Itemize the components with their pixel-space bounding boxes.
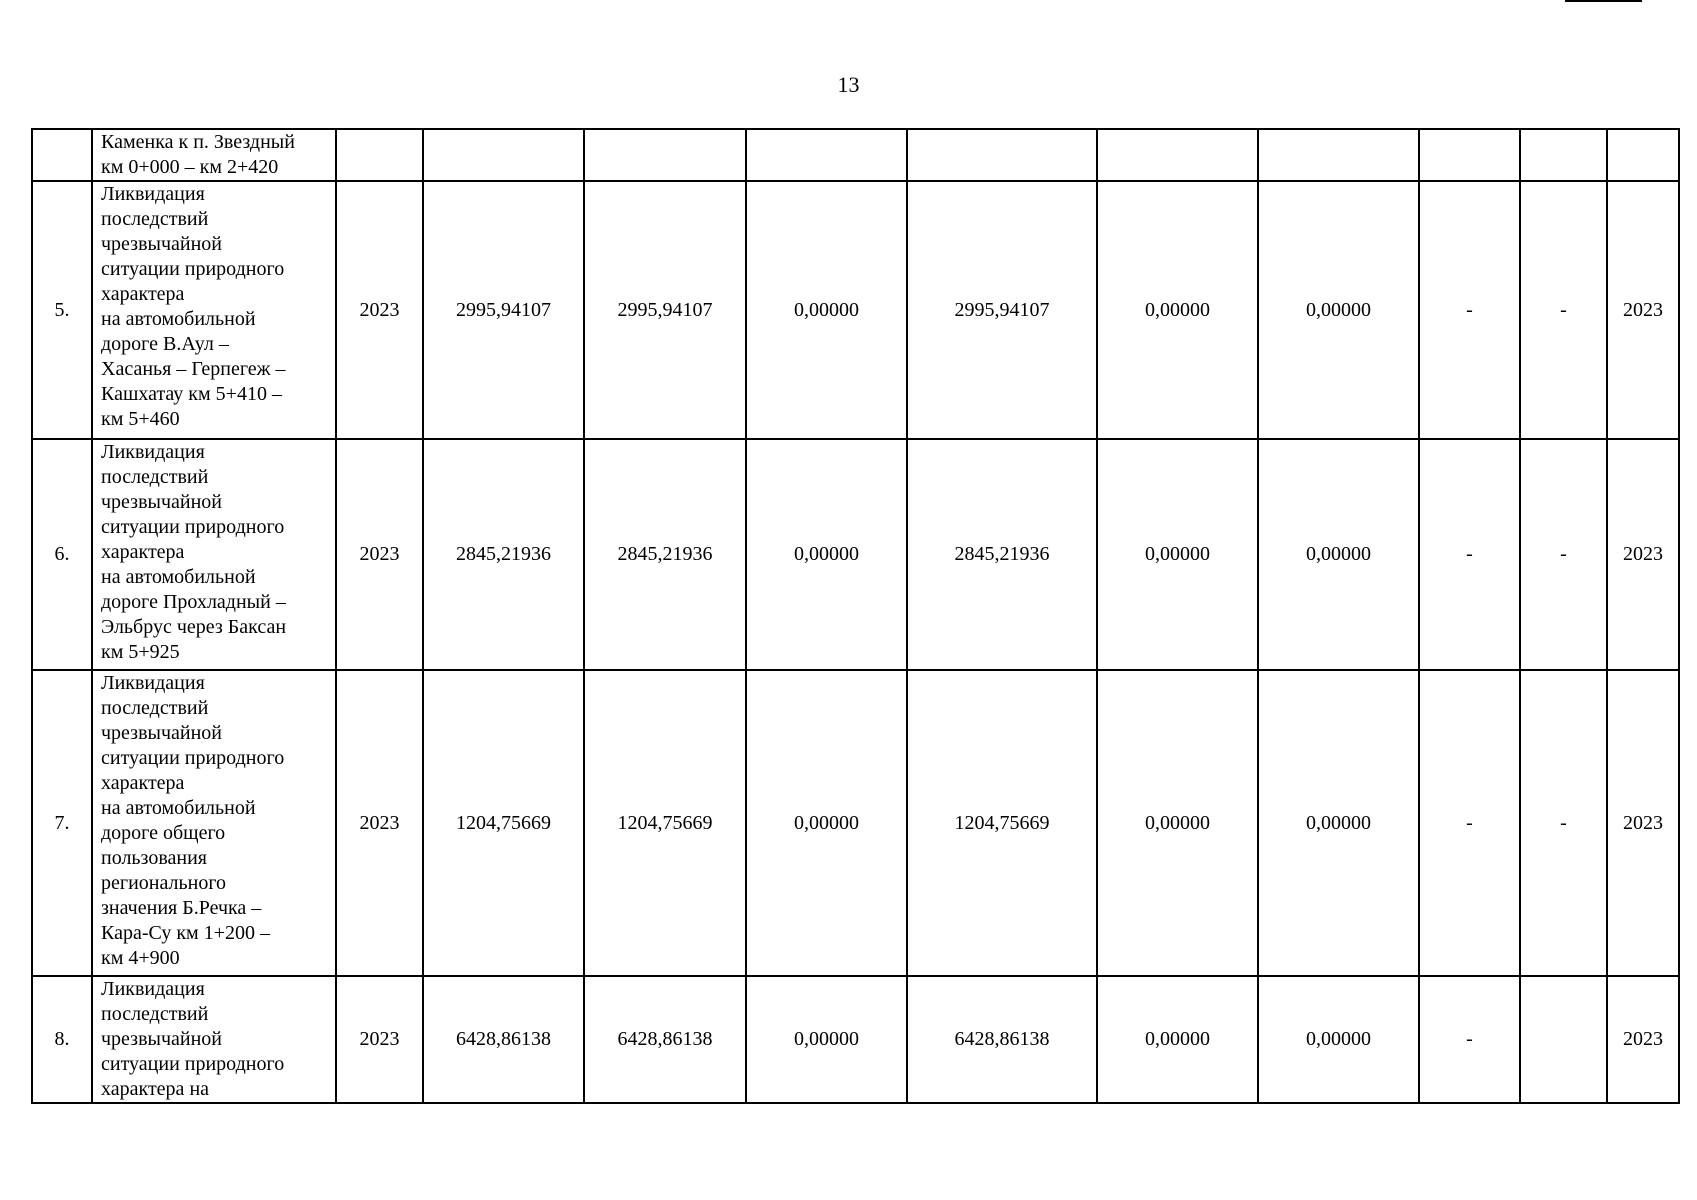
total-amount: 2845,21936: [423, 439, 584, 670]
amount-cell: [907, 129, 1097, 181]
amount-cell: [1258, 129, 1419, 181]
dash-cell: -: [1419, 976, 1520, 1103]
year-cell: 2023: [336, 181, 423, 439]
total-amount: [423, 129, 584, 181]
dash-cell: -: [1419, 439, 1520, 670]
year-cell: [336, 129, 423, 181]
table-row: [32, 439, 1679, 670]
dash-cell: -: [1520, 439, 1607, 670]
row-number: 7.: [32, 670, 92, 976]
end-year-cell: 2023: [1607, 976, 1679, 1103]
dash-cell: [1520, 976, 1607, 1103]
corner-mark: [1565, 0, 1642, 2]
amount-cell: 0,00000: [1097, 181, 1258, 439]
object-name: Каменка к п. Звездный км 0+000 – км 2+420: [92, 129, 336, 181]
dash-cell: [1520, 129, 1607, 181]
object-name: Ликвидация последствий чрезвычайной ситуации природного характера на автомобильной дороге В.Аул – Хасанья – Герпегеж – Кашхатау км 5+410 – км 5+460: [92, 181, 336, 439]
year-cell: 2023: [336, 439, 423, 670]
amount-cell: 1204,75669: [907, 670, 1097, 976]
table-row: [32, 181, 1679, 439]
row-number: 5.: [32, 181, 92, 439]
amount-cell: 1204,75669: [584, 670, 746, 976]
year-cell: 2023: [336, 670, 423, 976]
amount-cell: 0,00000: [1258, 976, 1419, 1103]
amount-cell: 0,00000: [746, 670, 907, 976]
table-row: [32, 670, 1679, 976]
amount-cell: 6428,86138: [907, 976, 1097, 1103]
amount-cell: 2845,21936: [584, 439, 746, 670]
table-row: [32, 976, 1679, 1103]
amount-cell: [584, 129, 746, 181]
amount-cell: 2995,94107: [584, 181, 746, 439]
amount-cell: 0,00000: [1258, 181, 1419, 439]
amount-cell: 0,00000: [746, 439, 907, 670]
end-year-cell: 2023: [1607, 439, 1679, 670]
table-row: [32, 129, 1679, 181]
dash-cell: -: [1520, 670, 1607, 976]
amount-cell: [746, 129, 907, 181]
amount-cell: 6428,86138: [584, 976, 746, 1103]
row-number: 6.: [32, 439, 92, 670]
amount-cell: 2995,94107: [907, 181, 1097, 439]
dash-cell: [1419, 129, 1520, 181]
amount-cell: 0,00000: [746, 181, 907, 439]
amount-cell: 0,00000: [1258, 439, 1419, 670]
end-year-cell: [1607, 129, 1679, 181]
total-amount: 1204,75669: [423, 670, 584, 976]
object-name: Ликвидация последствий чрезвычайной ситуации природного характера на автомобильной дороге общего пользования регионального значения Б.Речка – Кара-Су км 1+200 – км 4+900: [92, 670, 336, 976]
dash-cell: -: [1520, 181, 1607, 439]
end-year-cell: 2023: [1607, 670, 1679, 976]
amount-cell: 2845,21936: [907, 439, 1097, 670]
total-amount: 2995,94107: [423, 181, 584, 439]
row-number: [32, 129, 92, 181]
end-year-cell: 2023: [1607, 181, 1679, 439]
amount-cell: [1097, 129, 1258, 181]
budget-table: [31, 128, 1680, 1104]
page-number: 13: [837, 72, 860, 97]
amount-cell: 0,00000: [1097, 439, 1258, 670]
amount-cell: 0,00000: [746, 976, 907, 1103]
dash-cell: -: [1419, 670, 1520, 976]
amount-cell: 0,00000: [1258, 670, 1419, 976]
year-cell: 2023: [336, 976, 423, 1103]
row-number: 8.: [32, 976, 92, 1103]
dash-cell: -: [1419, 181, 1520, 439]
amount-cell: 0,00000: [1097, 976, 1258, 1103]
amount-cell: 0,00000: [1097, 670, 1258, 976]
object-name: Ликвидация последствий чрезвычайной ситуации природного характера на: [92, 976, 336, 1103]
object-name: Ликвидация последствий чрезвычайной ситуации природного характера на автомобильной дороге Прохладный – Эльбрус через Баксан км 5+925: [92, 439, 336, 670]
total-amount: 6428,86138: [423, 976, 584, 1103]
